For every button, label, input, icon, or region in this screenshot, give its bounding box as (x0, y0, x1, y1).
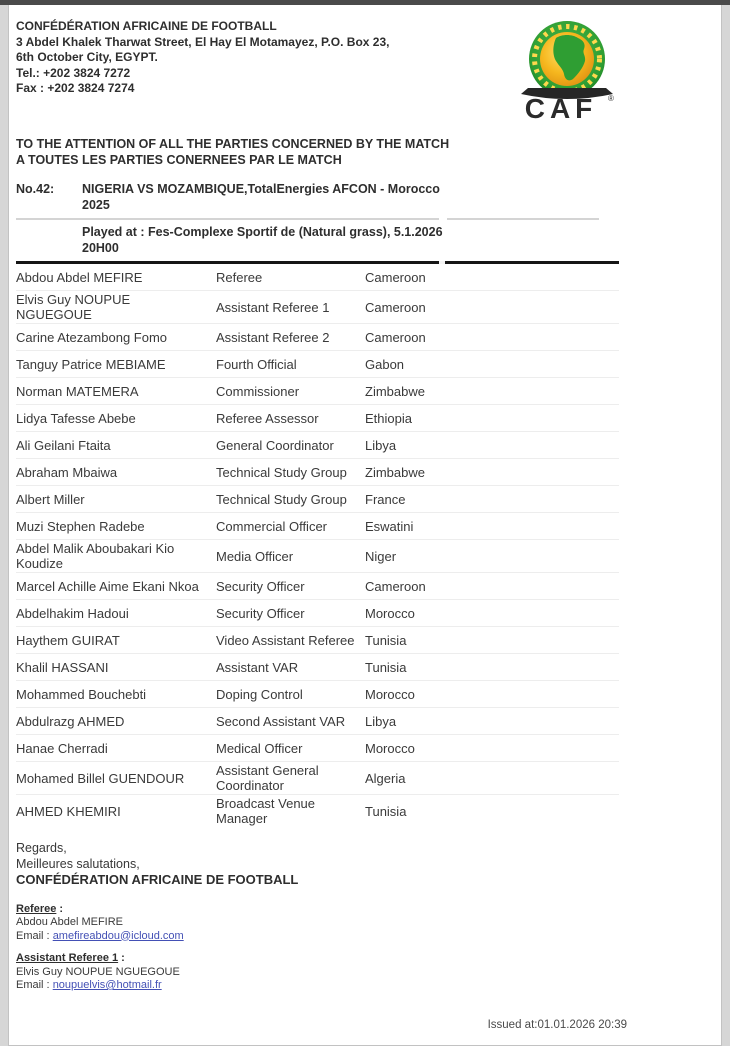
official-name: Marcel Achille Aime Ekani Nkoa (16, 578, 199, 594)
official-name: Haythem GUIRAT (16, 632, 120, 648)
contact-email-row (16, 979, 721, 993)
attention-line-en: TO THE ATTENTION OF ALL THE PARTIES CONCERNED BY THE MATCH (16, 137, 450, 151)
caf-logo (511, 17, 623, 126)
official-country: Cameroon (365, 578, 426, 594)
signoff-block (16, 841, 721, 888)
official-name: Muzi Stephen Radebe (16, 518, 145, 534)
contact-block (16, 952, 721, 993)
officials-row (16, 378, 619, 405)
official-country: Morocco (365, 740, 415, 756)
signoff-regards: Regards, (16, 841, 67, 855)
contact-role-heading: Assistant Referee 1 (16, 952, 119, 964)
match-divider-line (16, 218, 599, 220)
official-country: Morocco (365, 605, 415, 621)
contact-heading-colon: : (59, 902, 64, 915)
official-name: Lidya Tafesse Abebe (16, 410, 136, 426)
official-name: Elvis Guy NOUPUE NGUEGOUE (16, 292, 131, 322)
official-name: Carine Atezambong Fomo (16, 329, 168, 345)
caf-wordmark: CAF (524, 93, 598, 121)
document-page (8, 5, 722, 1046)
official-name: Abraham Mbaiwa (16, 464, 118, 480)
official-country: Ethiopia (365, 410, 412, 426)
officials-row (16, 432, 619, 459)
issued-at: Issued at:01.01.2026 20:39 (487, 1018, 627, 1031)
signoff-org: CONFÉDÉRATION AFRICAINE DE FOOTBALL (16, 872, 299, 887)
official-name: AHMED KHEMIRI (16, 803, 121, 819)
official-country: Cameroon (365, 269, 426, 285)
contact-email-link[interactable]: amefireabdou@icloud.com (52, 929, 184, 942)
officials-row (16, 795, 619, 827)
caf-logo-graphic (511, 17, 623, 121)
official-role: Broadcast Venue Manager (216, 796, 316, 826)
official-role: Security Officer (216, 578, 305, 594)
officials-row (16, 540, 619, 573)
match-title: NIGERIA VS MOZAMBIQUE,TotalEnergies AFCON - Morocco 2025 (82, 182, 440, 212)
officials-row (16, 264, 619, 291)
letterhead-line: 6th October City, EGYPT. (16, 50, 158, 64)
officials-row (16, 600, 619, 627)
official-role: Assistant Referee 2 (216, 329, 330, 345)
contact-email-label: Email : (16, 979, 50, 991)
official-name: Albert Miller (16, 491, 85, 507)
official-role: Assistant Referee 1 (216, 299, 330, 315)
official-country: Libya (365, 713, 397, 729)
attention-block (16, 136, 721, 168)
official-role: Assistant General Coordinator (216, 763, 319, 793)
official-name: Khalil HASSANI (16, 659, 109, 675)
official-role: Fourth Official (216, 356, 297, 372)
official-role: Referee Assessor (216, 410, 319, 426)
official-role: Assistant VAR (216, 659, 299, 675)
official-country: Libya (365, 437, 397, 453)
org-address (16, 17, 389, 126)
officials-row (16, 405, 619, 432)
official-role: Commercial Officer (216, 518, 328, 534)
official-country: Cameroon (365, 299, 426, 315)
official-name: Mohammed Bouchebti (16, 686, 147, 702)
contact-heading (16, 952, 721, 966)
letterhead (16, 17, 721, 126)
match-number: No.42: (16, 182, 55, 196)
official-role: Second Assistant VAR (216, 713, 346, 729)
official-country: Gabon (365, 356, 405, 372)
official-role: Technical Study Group (216, 464, 347, 480)
official-name: Abdou Abdel MEFIRE (16, 269, 143, 285)
officials-row (16, 459, 619, 486)
official-name: Tanguy Patrice MEBIAME (16, 356, 166, 372)
official-role: Technical Study Group (216, 491, 347, 507)
contact-email-row (16, 930, 721, 944)
officials-table-body (16, 264, 619, 827)
official-role: Video Assistant Referee (216, 632, 355, 648)
caf-registered-mark: ® (608, 94, 614, 103)
official-country: Niger (365, 548, 397, 564)
official-country: Cameroon (365, 329, 426, 345)
official-role: Referee (216, 269, 263, 285)
contacts-section (16, 903, 721, 993)
contact-block (16, 903, 721, 944)
officials-row (16, 708, 619, 735)
official-name: Hanae Cherradi (16, 740, 108, 756)
officials-row (16, 513, 619, 540)
match-venue: Played at : Fes-Complexe Sportif de (Natural grass), 5.1.2026 20H00 (82, 225, 443, 255)
contact-name: Elvis Guy NOUPUE NGUEGOUE (16, 965, 180, 978)
officials-row (16, 735, 619, 762)
signoff-salutations: Meilleures salutations, (16, 856, 140, 871)
officials-row (16, 762, 619, 795)
official-role: General Coordinator (216, 437, 334, 453)
official-country: Algeria (365, 770, 406, 786)
contact-email-label: Email : (16, 929, 50, 942)
official-name: Norman MATEMERA (16, 383, 139, 399)
official-country: Zimbabwe (365, 383, 425, 399)
official-role: Media Officer (216, 548, 294, 564)
official-country: Tunisia (365, 632, 407, 648)
official-name: Abdulrazg AHMED (16, 713, 125, 729)
officials-row (16, 573, 619, 600)
official-name: Mohamed Billel GUENDOUR (16, 770, 185, 786)
officials-row (16, 291, 619, 324)
officials-row (16, 654, 619, 681)
officials-row (16, 627, 619, 654)
contact-heading-colon: : (121, 952, 125, 964)
official-country: Tunisia (365, 659, 407, 675)
official-country: Tunisia (365, 803, 407, 819)
official-country: France (365, 491, 406, 507)
official-role: Doping Control (216, 686, 303, 702)
officials-row (16, 351, 619, 378)
letterhead-line: Fax : +202 3824 7274 (16, 81, 135, 95)
officials-row (16, 486, 619, 513)
official-name: Ali Geilani Ftaita (16, 437, 111, 453)
contact-role-heading: Referee (16, 902, 57, 915)
official-role: Medical Officer (216, 740, 303, 756)
official-name: Abdel Malik Aboubakari Kio Koudize (16, 541, 175, 571)
officials-row (16, 681, 619, 708)
officials-table (16, 264, 619, 827)
official-country: Morocco (365, 686, 415, 702)
letterhead-line: 3 Abdel Khalek Tharwat Street, El Hay El Motamayez, P.O. Box 23, (16, 34, 390, 49)
official-country: Zimbabwe (365, 464, 425, 480)
contact-email-link[interactable]: noupuelvis@hotmail.fr (52, 979, 162, 991)
official-role: Security Officer (216, 605, 305, 621)
match-info (16, 181, 721, 256)
official-role: Commissioner (216, 383, 300, 399)
attention-line-fr: A TOUTES LES PARTIES CONERNEES PAR LE MATCH (16, 153, 342, 167)
officials-row (16, 324, 619, 351)
official-name: Abdelhakim Hadoui (16, 605, 129, 621)
official-country: Eswatini (365, 518, 414, 534)
letterhead-line: CONFÉDÉRATION AFRICAINE DE FOOTBALL (16, 19, 277, 33)
contact-heading (16, 903, 721, 917)
contact-name: Abdou Abdel MEFIRE (16, 916, 124, 928)
letterhead-line: Tel.: +202 3824 7272 (16, 65, 131, 80)
